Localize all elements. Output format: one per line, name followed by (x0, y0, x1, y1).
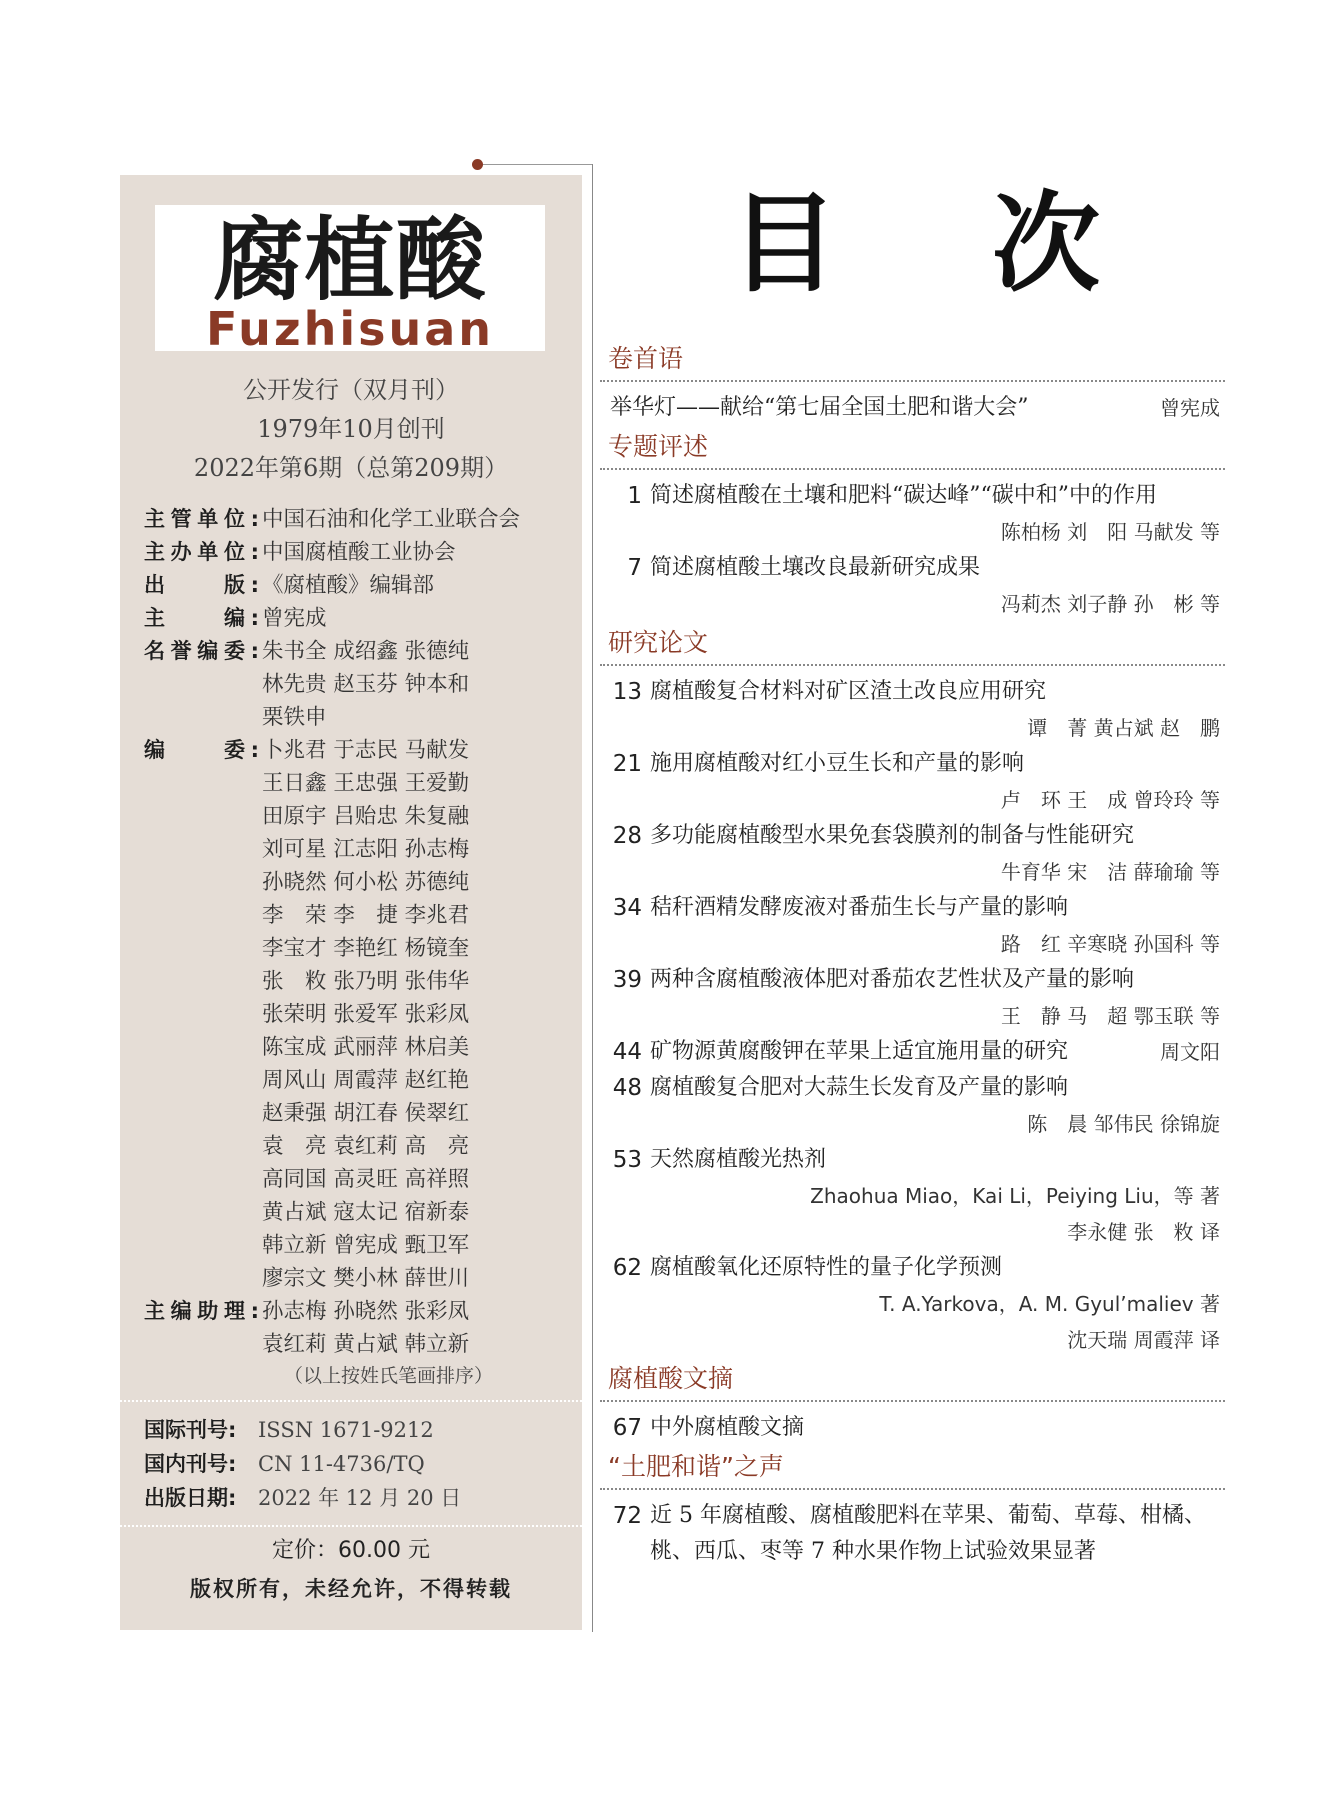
staff-name-line: 陈宝成 武丽萍 林启美 (262, 1035, 470, 1060)
staff-name-line: 高同国 高灵旺 高祥照 (262, 1167, 470, 1192)
section-heading: 腐植酸文摘 (600, 1358, 1225, 1402)
page-number: 21 (612, 751, 642, 777)
page-number: 28 (612, 823, 642, 849)
section-heading: 研究论文 (600, 622, 1225, 666)
founding-date: 1979年10月创刊 (257, 415, 445, 443)
staff-names (259, 734, 574, 1295)
staff-name-line: 张荣明 张爱军 张彩凤 (262, 1002, 470, 1027)
page-number: 44 (612, 1039, 642, 1065)
entry-line (600, 674, 1225, 710)
article-authors: 周文阳 (1160, 1040, 1220, 1064)
section-heading: “土肥和谐”之声 (600, 1446, 1225, 1490)
staff-name-line: 孙晓然 何小松 苏德纯 (262, 870, 470, 895)
staff-name-line: 中国腐植酸工业协会 (262, 540, 456, 565)
article-title[interactable]: 近 5 年腐植酸、腐植酸肥料在苹果、葡萄、草莓、柑橘、 (650, 1503, 1206, 1528)
entry-line (600, 1070, 1225, 1106)
article-title[interactable]: 两种含腐植酸液体肥对番茄农艺性状及产量的影响 (650, 967, 1135, 992)
toc-entry[interactable] (600, 674, 1225, 746)
toc-entry[interactable] (600, 1034, 1225, 1070)
staff-name-line: 刘可星 江志阳 孙志梅 (262, 837, 470, 862)
identifier-value: CN 11-4736/TQ (258, 1452, 425, 1476)
staff-role-label: 主办单位: (144, 540, 259, 564)
divider (120, 1525, 582, 1527)
article-title[interactable]: 举华灯——献给“第七届全国土肥和谐大会” (610, 395, 1029, 420)
page-number: 72 (612, 1503, 642, 1529)
header-rule (476, 164, 592, 165)
toc-section (600, 1446, 1225, 1570)
article-authors: 李永健 张 敉 译 (1067, 1220, 1220, 1244)
toc-entry[interactable] (600, 1498, 1225, 1570)
section-heading: 专题评述 (600, 426, 1225, 470)
editorial-staff (144, 503, 574, 1391)
entry-line (600, 1034, 1225, 1070)
toc-entry[interactable] (600, 550, 1225, 622)
staff-row (144, 569, 574, 602)
staff-name-line: 廖宗文 樊小林 薛世川 (262, 1266, 470, 1291)
article-authors: 沈天瑞 周霞萍 译 (1067, 1328, 1220, 1352)
article-title[interactable]: 腐植酸复合肥对大蒜生长发育及产量的影响 (650, 1075, 1069, 1100)
staff-names (259, 635, 574, 734)
staff-names (259, 1295, 574, 1361)
staff-name-line: 孙志梅 孙晓然 张彩凤 (262, 1299, 470, 1324)
logo-chinese: 腐植酸 (213, 208, 487, 313)
ornament-dot (472, 159, 483, 170)
table-of-contents (600, 338, 1225, 1570)
toc-section (600, 1358, 1225, 1446)
toc-entry[interactable] (600, 818, 1225, 890)
staff-names (259, 569, 574, 602)
identifier-row (144, 1447, 564, 1481)
toc-entry[interactable] (600, 1070, 1225, 1142)
masthead-panel (120, 175, 582, 1630)
page-number: 48 (612, 1075, 642, 1101)
article-authors: 路 红 辛寒晓 孙国科 等 (1000, 932, 1220, 956)
article-title[interactable]: 秸秆酒精发酵废液对番茄生长与产量的影响 (650, 895, 1069, 920)
staff-name-line: 袁红莉 黄占斌 韩立新 (262, 1332, 470, 1357)
entry-line (600, 1534, 1225, 1570)
entry-line (600, 550, 1225, 586)
article-authors: 卢 环 王 成 曾玲玲 等 (1000, 788, 1220, 812)
article-title[interactable]: 多功能腐植酸型水果免套袋膜剂的制备与性能研究 (650, 823, 1135, 848)
staff-name-line: 韩立新 曾宪成 甄卫军 (262, 1233, 470, 1258)
page-number (600, 390, 610, 426)
staff-name-line: 卜兆君 于志民 马献发 (262, 738, 470, 763)
entry-line (600, 1410, 1225, 1446)
entry-line (600, 962, 1225, 998)
entry-line (600, 1498, 1225, 1534)
article-title[interactable]: 天然腐植酸光热剂 (650, 1147, 827, 1172)
article-authors: 曾宪成 (1160, 396, 1220, 420)
toc-heading-char-1: 目 (730, 182, 839, 307)
logo-english: Fuzhisuan (205, 302, 495, 356)
page-number: 13 (612, 679, 642, 705)
article-title[interactable]: 中外腐植酸文摘 (650, 1415, 805, 1440)
staff-name-line: 李 荣 李 捷 李兆君 (262, 903, 470, 928)
article-title[interactable]: 腐植酸氧化还原特性的量子化学预测 (650, 1255, 1003, 1280)
divider (120, 1400, 582, 1402)
copyright-notice: 版权所有，未经允许，不得转载 (190, 1576, 512, 1601)
staff-name-line: 张 敉 张乃明 张伟华 (262, 969, 470, 994)
toc-entry[interactable] (600, 1410, 1225, 1446)
entry-line (600, 478, 1225, 514)
staff-name-line: 李宝才 李艳红 杨镜奎 (262, 936, 470, 961)
toc-entry[interactable] (600, 390, 1225, 426)
entry-line (600, 1142, 1225, 1178)
column-divider (592, 164, 593, 1632)
staff-row (144, 536, 574, 569)
staff-role-label: 主管单位: (144, 507, 259, 531)
toc-entry[interactable] (600, 746, 1225, 818)
toc-entry[interactable] (600, 962, 1225, 1034)
staff-name-line: 赵秉强 胡江春 侯翠红 (262, 1101, 470, 1126)
entry-line (600, 818, 1225, 854)
page-number-spacer (600, 1534, 650, 1570)
staff-names (259, 503, 574, 536)
journal-logo (155, 205, 545, 356)
staff-role-label: 编 委: (144, 738, 259, 762)
staff-name-line: 田原宇 吕贻忠 朱复融 (262, 804, 470, 829)
staff-name-line: 朱书全 成绍鑫 张德纯 (262, 639, 470, 664)
sort-order-note: （以上按姓氏笔画排序） (284, 1365, 494, 1387)
article-title[interactable]: 腐植酸复合材料对矿区渣土改良应用研究 (650, 679, 1047, 704)
staff-name-line: 林先贵 赵玉芬 钟本和 (262, 672, 470, 697)
article-title[interactable]: 施用腐植酸对红小豆生长和产量的影响 (650, 751, 1025, 776)
staff-row (144, 503, 574, 536)
article-authors: 王 静 马 超 鄂玉联 等 (1000, 1004, 1220, 1028)
staff-name-line: 中国石油和化学工业联合会 (262, 507, 521, 532)
identifier-value: ISSN 1671-9212 (258, 1418, 434, 1442)
staff-name-line: 袁 亮 袁红莉 高 亮 (262, 1134, 470, 1159)
staff-row (144, 734, 574, 1295)
article-title-continued[interactable]: 桃、西瓜、枣等 7 种水果作物上试验效果显著 (650, 1539, 1096, 1564)
entry-line (600, 1250, 1225, 1286)
toc-entry[interactable] (600, 890, 1225, 962)
toc-entry[interactable] (600, 1142, 1225, 1250)
staff-names (259, 602, 574, 635)
page-number: 53 (612, 1147, 642, 1173)
toc-section (600, 426, 1225, 622)
article-title[interactable]: 简述腐植酸在土壤和肥料“碳达峰”“碳中和”中的作用 (650, 483, 1157, 508)
publication-info (120, 371, 582, 488)
toc-entry[interactable] (600, 478, 1225, 550)
staff-role-label: 主 编: (144, 606, 259, 630)
toc-heading-char-2: 次 (991, 182, 1100, 307)
staff-role-label: 出 版: (144, 573, 259, 597)
publication-identifiers (144, 1413, 564, 1515)
identifier-label: 出版日期: (144, 1486, 237, 1510)
staff-name-line: 曾宪成 (262, 606, 327, 631)
entry-line (600, 890, 1225, 926)
article-title[interactable]: 矿物源黄腐酸钾在苹果上适宜施用量的研究 (650, 1039, 1069, 1064)
entry-main (600, 390, 1160, 426)
publication-frequency: 公开发行（双月刊） (243, 376, 459, 404)
page-number: 34 (612, 895, 642, 921)
staff-name-line: 栗铁申 (262, 705, 327, 730)
page-number: 39 (612, 967, 642, 993)
page-number: 1 (627, 483, 642, 509)
identifier-row (144, 1481, 564, 1515)
article-authors: Zhaohua Miao，Kai Li，Peiying Liu，等 著 (810, 1184, 1220, 1208)
identifier-label: 国内刊号: (144, 1452, 237, 1476)
section-heading: 卷首语 (600, 338, 1225, 382)
entry-line (600, 390, 1225, 426)
price: 定价：60.00 元 (272, 1538, 430, 1563)
staff-row (144, 1295, 574, 1361)
staff-names (259, 536, 574, 569)
article-authors: 冯莉杰 刘子静 孙 彬 等 (1000, 592, 1220, 616)
toc-section (600, 338, 1225, 426)
entry-line (600, 746, 1225, 782)
staff-row (144, 602, 574, 635)
toc-heading (730, 180, 1100, 310)
issue-number: 2022年第6期（总第209期） (193, 454, 509, 482)
staff-name-line: 周风山 周霞萍 赵红艳 (262, 1068, 470, 1093)
staff-name-line: 王日鑫 王忠强 王爱勤 (262, 771, 470, 796)
article-authors: 陈 晨 邹伟民 徐锦旋 (1027, 1112, 1220, 1136)
page-number: 7 (627, 555, 642, 581)
staff-name-line: 黄占斌 寇太记 宿新泰 (262, 1200, 470, 1225)
identifier-row (144, 1413, 564, 1447)
staff-role-label: 主编助理: (144, 1299, 259, 1323)
page-number: 67 (612, 1415, 642, 1441)
entry-main (600, 1034, 1160, 1070)
article-title[interactable]: 简述腐植酸土壤改良最新研究成果 (650, 555, 981, 580)
toc-entry[interactable] (600, 1250, 1225, 1358)
toc-section (600, 622, 1225, 1358)
article-authors: 谭 菁 黄占斌 赵 鹏 (1027, 716, 1220, 740)
article-authors: 陈柏杨 刘 阳 马献发 等 (1000, 520, 1220, 544)
article-authors: T. A.Yarkova，A. M. Gyul’maliev 著 (879, 1292, 1220, 1316)
staff-name-line: 《腐植酸》编辑部 (262, 573, 435, 598)
article-authors: 牛育华 宋 洁 薛瑜瑜 等 (1000, 860, 1220, 884)
identifier-label: 国际刊号: (144, 1418, 237, 1442)
page-number: 62 (612, 1255, 642, 1281)
staff-role-label: 名誉编委: (144, 639, 259, 663)
identifier-value: 2022 年 12 月 20 日 (258, 1486, 462, 1510)
staff-row (144, 635, 574, 734)
